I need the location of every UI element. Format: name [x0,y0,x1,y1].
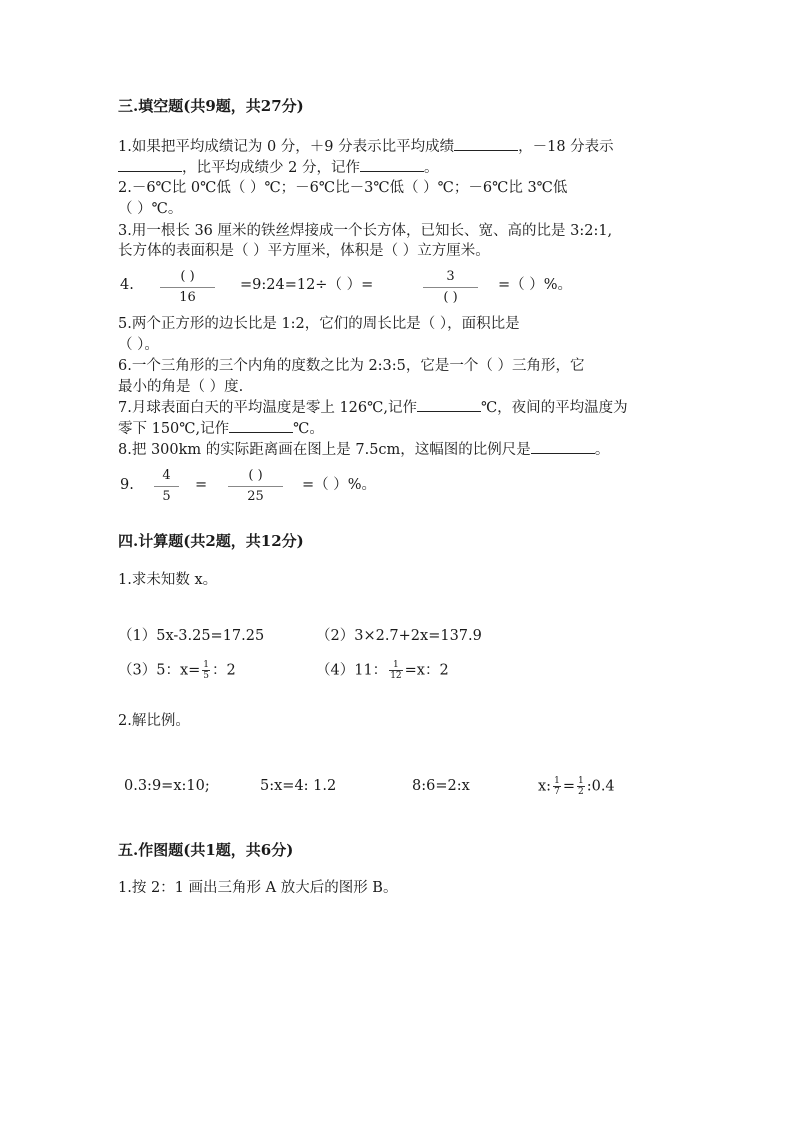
answer-blank[interactable] [360,158,424,172]
eq3-frac-num: 1 [203,660,210,670]
q7-text-b: ℃，夜间的平均温度为 [480,400,628,416]
q4-fraction-2 [423,269,478,306]
q9-frac1-den: 5 [162,489,171,504]
eq3-text-a: （3）5：x= [118,662,201,679]
eq3-fraction [202,660,210,681]
p4-text-a: x: [538,778,552,795]
proportion-4 [538,776,615,797]
q9-frac2-den: 25 [247,489,264,504]
proportion-2: 5:x=4: 1.2 [260,778,337,794]
answer-blank[interactable] [118,158,182,172]
eq3-frac-den: 5 [203,671,210,681]
eq4-text-b: =x：2 [404,662,449,679]
q5-line2: （ ）。 [118,337,159,353]
q4-fraction-1 [160,269,215,306]
fraction-bar [160,287,215,288]
q4-tail: =（ ）%。 [498,277,573,293]
q9-eq: = [195,477,208,493]
q9-fraction-1 [154,468,179,505]
fraction-bar [423,287,478,288]
q8-text-a: 8.把 300km 的实际距离画在图上是 7.5cm，这幅图的比例尺是 [118,442,531,458]
answer-blank[interactable] [229,419,293,433]
equation-3 [118,660,236,681]
q9-frac1-num: 4 [162,468,171,483]
equation-2: （2）3×2.7+2x=137.9 [316,628,482,644]
q9-tail: =（ ）%。 [302,477,377,493]
q7-text-a: 7.月球表面白天的平均温度是零上 126℃,记作 [118,400,417,416]
calc-q2-title: 2.解比例。 [118,713,190,729]
answer-blank[interactable] [454,137,518,151]
q7-text-d: ℃。 [293,421,324,437]
fraction-bar [154,486,179,487]
answer-blank[interactable] [417,398,481,412]
q9-fraction-2 [228,468,283,505]
p4-frac1-num: 1 [554,776,560,786]
eq4-fraction [389,660,402,681]
q3-line1: 3.用一根长 36 厘米的铁丝焊接成一个长方体，已知长、宽、高的比是 3:2:1, [118,223,613,239]
p4-frac2-den: 2 [577,787,584,797]
p4-fraction-1 [553,776,561,797]
p4-eq: = [562,778,575,795]
q1-line2 [118,158,438,178]
q4-middle: =9:24=12÷（ ）= [240,277,374,293]
proportion-3: 8:6=2:x [412,778,470,794]
q4-label: 4. [120,277,134,293]
eq4-frac-num: 1 [389,660,402,671]
calc-q1-title: 1.求未知数 x。 [118,572,218,588]
p4-frac1-den: 7 [554,787,560,797]
q2-line2: （ ）℃。 [118,201,183,217]
q6-line2: 最小的角是（ ）度. [118,379,244,395]
q7-line2 [118,419,324,439]
drawing-q1: 1.按 2：1 画出三角形 A 放大后的图形 B。 [118,880,398,896]
p4-fraction-2 [577,776,585,797]
q4-frac1-den: 16 [179,290,196,305]
q9-label: 9. [120,477,134,493]
q3-line2: 长方体的表面积是（ ）平方厘米，体积是（ ）立方厘米。 [118,243,490,259]
proportion-1: 0.3:9=x:10; [124,778,210,794]
q9-frac2-num: ( ) [248,468,263,483]
equation-4 [316,660,449,681]
q4-frac1-num: ( ) [180,269,195,284]
q1-line1 [118,137,614,157]
q6-line1: 6.一个三角形的三个内角的度数之比为 2:3:5，它是一个（ ）三角形，它 [118,358,585,374]
section-5-title: 五.作图题(共1题，共6分) [118,841,294,859]
q4-frac2-den: ( ) [443,290,458,305]
q8-text-b: 。 [594,442,610,458]
q7-line1 [118,398,628,418]
q1-text-a: 1.如果把平均成绩记为 0 分，＋9 分表示比平均成绩 [118,139,455,155]
eq4-text-a: （4）11： [316,662,388,679]
p4-frac2-num: 1 [577,776,584,786]
q2-line1: 2.－6℃比 0℃低（ ）℃；－6℃比－3℃低（ ）℃；－6℃比 3℃低 [118,180,568,196]
answer-blank[interactable] [531,440,595,454]
fraction-bar [228,486,283,487]
q7-text-c: 零下 150℃,记作 [118,421,230,437]
q1-text-b: ，－18 分表示 [518,139,614,155]
q8-line [118,440,609,460]
eq3-text-b: ：2 [212,662,236,679]
q5-line1: 5.两个正方形的边长比是 1:2，它们的周长比是（ ），面积比是 [118,316,520,332]
q1-text-c: ，比平均成绩少 2 分，记作 [182,160,360,176]
section-4-title: 四.计算题(共2题，共12分) [118,532,304,550]
q1-text-d: 。 [423,160,439,176]
eq4-frac-den: 12 [390,671,402,681]
p4-text-b: :0.4 [586,778,615,795]
section-3-title: 三.填空题(共9题，共27分) [118,97,304,115]
equation-1: （1）5x-3.25=17.25 [118,628,265,644]
q4-frac2-num: 3 [446,269,455,284]
